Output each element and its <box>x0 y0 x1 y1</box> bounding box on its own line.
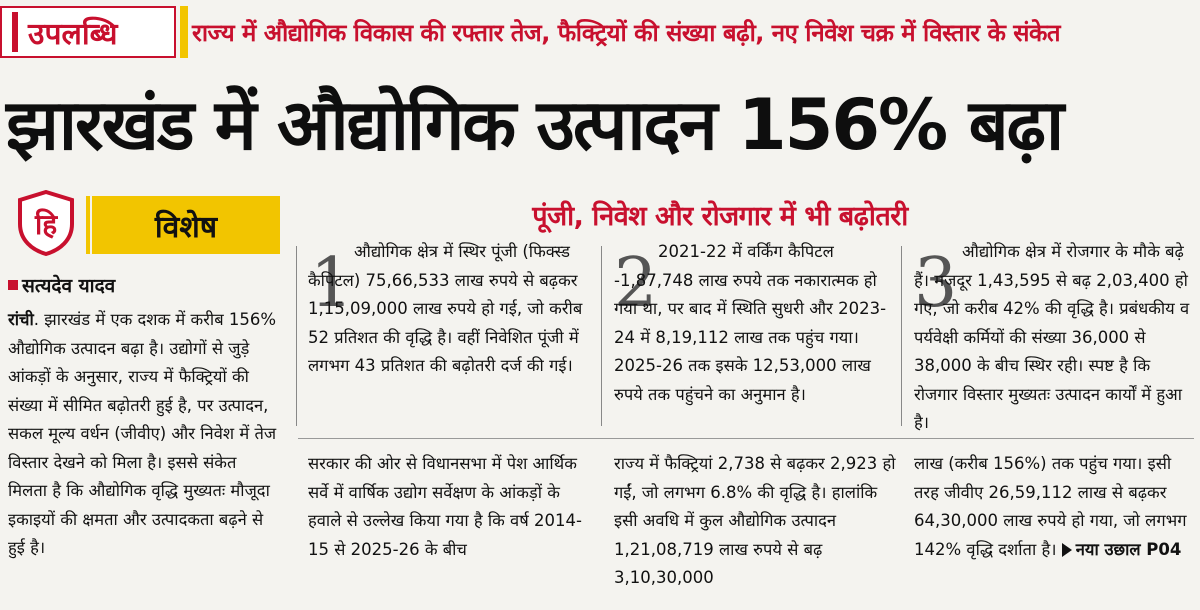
column-divider <box>901 246 902 426</box>
column-divider <box>296 246 297 426</box>
row-divider <box>298 438 1194 439</box>
shield-logo-icon <box>16 190 76 256</box>
continued-label: नया उछाल P04 <box>1075 539 1182 559</box>
point-number: 1 <box>310 244 354 323</box>
svg-text:हि: हि <box>34 208 58 241</box>
tag-bar <box>12 12 18 52</box>
section-tag <box>0 6 176 58</box>
point-number: 3 <box>914 244 958 323</box>
strip-divider <box>180 6 188 58</box>
column-divider <box>601 246 602 426</box>
author-name: सत्यदेव यादव <box>22 275 116 297</box>
point-text: 2021-22 में वर्किंग कैपिटल -1,87,748 लाख रुपये तक नकारात्मक हो गया था, पर बाद में स्थिति सुधरी और 2023-24 में 8,19,112 लाख तक पहुंच गया। 2025-26 तक इसके 12,53,000 लाख रुपये तक पहुंचने का अनुमान है। <box>614 242 887 404</box>
section-tag-label: उपलब्धि <box>28 16 118 52</box>
body-text-end <box>914 450 1196 606</box>
point-number: 2 <box>614 244 658 323</box>
body-text: राज्य में फैक्ट्रियां 2,738 से बढ़कर 2,923 हो गईं, जो लगभग 6.8% की वृद्धि है। हालांकि इसी अवधि में कुल औद्योगिक उत्पादन 1,21,08,719 लाख रुपये से बढ़ 3,10,30,000 <box>614 454 896 587</box>
continued-on-page-link[interactable] <box>1062 540 1182 559</box>
point-text: औद्योगिक क्षेत्र में स्थिर पूंजी (फिक्स्ड कैपिटल) 75,66,533 लाख रुपये से बढ़कर 1,15,09,000 लाख रुपये हो गई, जो करीब 52 प्रतिशत की वृद्धि है। वहीं निवेशित पूंजी में लगभग 43 प्रतिशत की बढ़ोतरी दर्ज की गई। <box>308 242 583 375</box>
kicker-headline: राज्य में औद्योगिक विकास की रफ्तार तेज, फैक्ट्रियों की संख्या बढ़ी, नए निवेश चक्र में विस्तार के संकेत <box>192 18 1061 47</box>
main-headline: झारखंड में औद्योगिक उत्पादन 156% बढ़ा <box>6 84 1063 166</box>
vishesh-marker <box>86 196 90 254</box>
intro-column <box>8 306 278 606</box>
byline <box>8 270 238 300</box>
subheadline: पूंजी, निवेश और रोजगार में भी बढ़ोतरी <box>532 200 908 232</box>
publication-logo <box>16 190 76 256</box>
body-text: लाख (करीब 156%) तक पहुंच गया। इसी तरह जीवीए 26,59,112 लाख से बढ़कर 64,30,000 लाख रुपये हो गया, जो लगभग 142% वृद्धि दर्शाता है। <box>914 454 1187 559</box>
special-label: विशेष <box>92 196 280 254</box>
arrow-right-icon <box>1062 543 1072 557</box>
point-text: औद्योगिक क्षेत्र में रोजगार के मौके बढ़े हैं। मजदूर 1,43,595 से बढ़ 2,03,400 हो गए, जो करीब 42% की वृद्धि है। प्रबंधकीय व पर्यवेक्षी कर्मियों की संख्या 36,000 से 38,000 के बीच स्थिर रही। स्पष्ट है कि रोजगार विस्तार मुख्यतः उत्पादन कार्यों में हुआ है। <box>914 242 1190 432</box>
dateline: रांची <box>8 310 34 329</box>
intro-text: . झारखंड में एक दशक में करीब 156% औद्योगिक उत्पादन बढ़ा है। उद्योगों से जुड़े आंकड़ों के अनुसार, राज्य में फैक्ट्रियों की संख्या में सीमित बढ़ोतरी हुई है, पर उत्पादन, सकल मूल्य वर्धन (जीवीए) और निवेश में तेज विस्तार देखने को मिला है। इससे संकेत मिलता है कि औद्योगिक वृद्धि मुख्यतः मौजूदा इकाइयों की क्षमता और उत्पादकता बढ़ने से हुई है। <box>8 310 277 557</box>
body-text: सरकार की ओर से विधानसभा में पेश आर्थिक सर्वे में वार्षिक उद्योग सर्वेक्षण के आंकड़ों के हवाले से उल्लेख किया गया है कि वर्ष 2014-15 से 2025-26 के बीच <box>308 454 582 559</box>
byline-marker <box>8 280 18 290</box>
